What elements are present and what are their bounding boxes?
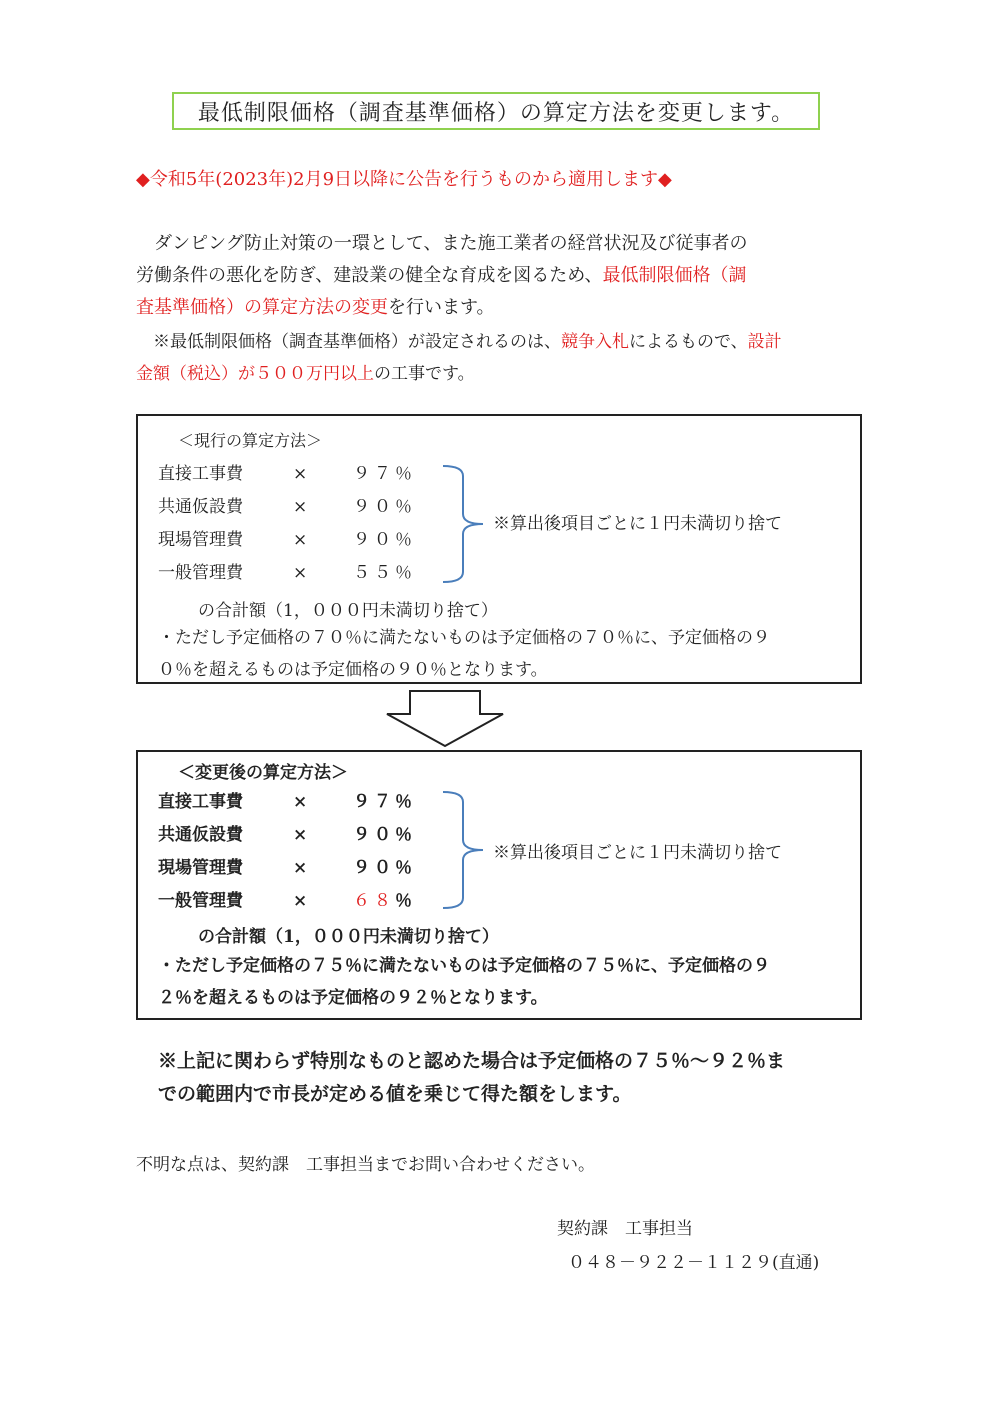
changed-item-row [158, 852, 416, 885]
cost-item-name: 直接工事費 [158, 464, 243, 484]
intro-text: 労働条件の悪化を防ぎ、建設業の健全な育成を図るため、 [136, 265, 603, 286]
effective-date-notice: ◆令和5年(2023年)2月9日以降に公告を行うものから適用します◆ [136, 169, 672, 190]
current-method-box [136, 414, 862, 684]
multiply-sign: × [293, 563, 308, 583]
special-line-1: ※上記に関わらず特別なものと認めた場合は予定価格の７５％～９２％ま [158, 1050, 786, 1072]
current-item-row [158, 524, 416, 557]
intro-highlight: 査基準価格）の算定方法の変更 [136, 297, 388, 318]
intro-line-1: ダンピング防止対策の一環として、また施工業者の経営状況及び従事者の [136, 233, 748, 254]
note-highlight: 競争入札 [561, 332, 629, 352]
changed-method-header: ＜変更後の算定方法＞ [178, 763, 348, 783]
note-line-2 [136, 358, 872, 390]
contact-department: 契約課 工事担当 [557, 1219, 693, 1239]
cost-item-name: 一般管理費 [158, 891, 243, 911]
cost-item-percent: ９７％ [353, 464, 416, 484]
note-text: の工事です。 [374, 364, 475, 384]
rounding-note: ※算出後項目ごとに１円未満切り捨て [493, 514, 782, 534]
cost-item-percent: ５５％ [353, 563, 416, 583]
note-line-1 [136, 326, 872, 358]
condition-line-1: ・ただし予定価格の７０％に満たないものは予定価格の７０％に、予定価格の９ [158, 628, 770, 648]
intro-text: を行います。 [388, 297, 495, 318]
cost-item-percent: ９０％ [353, 497, 416, 517]
special-line-2: での範囲内で市長が定める値を乗じて得た額をします。 [158, 1083, 632, 1105]
cost-item-name: 現場管理費 [158, 530, 243, 550]
right-brace-icon [438, 464, 488, 584]
current-method-header: ＜現行の算定方法＞ [178, 431, 323, 450]
changed-method-box [136, 750, 862, 1020]
page-title [172, 92, 820, 130]
condition-line-2: ０％を超えるものは予定価格の９０％となります。 [158, 660, 548, 680]
multiply-sign: × [293, 792, 308, 812]
intro-highlight: 最低制限価格（調 [602, 265, 747, 286]
cost-item-percent: ９０％ [353, 858, 416, 878]
current-item-row [158, 557, 416, 590]
multiply-sign: × [293, 497, 308, 517]
multiply-sign: × [293, 891, 308, 911]
cost-item-name: 現場管理費 [158, 858, 243, 878]
changed-item-row [158, 885, 416, 918]
multiply-sign: × [293, 825, 308, 845]
contact-phone: ０４８－９２２－１１２９(直通) [568, 1253, 820, 1273]
cost-item-name: 共通仮設費 [158, 825, 243, 845]
current-item-row [158, 491, 416, 524]
multiply-sign: × [293, 858, 308, 878]
percent-sign: ％ [395, 891, 416, 911]
current-item-row [158, 458, 416, 491]
changed-item-row [158, 786, 416, 819]
condition-line-1: ・ただし予定価格の７５％に満たないものは予定価格の７５％に、予定価格の９ [158, 956, 770, 976]
condition-line-2: ２％を超えるものは予定価格の９２％となります。 [158, 988, 548, 1008]
new-percent-highlight: ６８ [353, 891, 395, 911]
note-highlight: 設計 [747, 332, 782, 352]
note-text: ※最低制限価格（調査基準価格）が設定されるのは、 [136, 332, 561, 352]
page-title-text: 最低制限価格（調査基準価格）の算定方法を変更します。 [197, 100, 795, 126]
eligibility-note [136, 326, 872, 390]
condition-text [158, 622, 770, 686]
multiply-sign: × [293, 530, 308, 550]
cost-item-name: 直接工事費 [158, 792, 243, 812]
rounding-note: ※算出後項目ごとに１円未満切り捨て [493, 843, 782, 863]
down-arrow-icon [385, 690, 505, 748]
cost-item-percent: ９０％ [353, 825, 416, 845]
note-highlight: 金額（税込）が５００万円以上 [136, 364, 374, 384]
note-text: によるもので、 [629, 332, 748, 352]
cost-item-percent: ９７％ [353, 792, 416, 812]
special-case-note [158, 1045, 785, 1111]
intro-line-2 [136, 260, 872, 292]
total-label: の合計額（1，０００円未満切り捨て） [198, 927, 499, 947]
cost-item-percent: ９０％ [353, 530, 416, 550]
inquiry-text: 不明な点は、契約課 工事担当までお問い合わせください。 [136, 1155, 595, 1175]
cost-item-name: 共通仮設費 [158, 497, 243, 517]
total-label: の合計額（1，０００円未満切り捨て） [198, 601, 498, 621]
right-brace-icon [438, 790, 488, 910]
changed-item-row [158, 819, 416, 852]
condition-text [158, 950, 770, 1014]
multiply-sign: × [293, 464, 308, 484]
cost-item-name: 一般管理費 [158, 563, 243, 583]
intro-line-3 [136, 292, 872, 324]
cost-item-percent [353, 885, 416, 918]
intro-paragraph [136, 228, 872, 324]
